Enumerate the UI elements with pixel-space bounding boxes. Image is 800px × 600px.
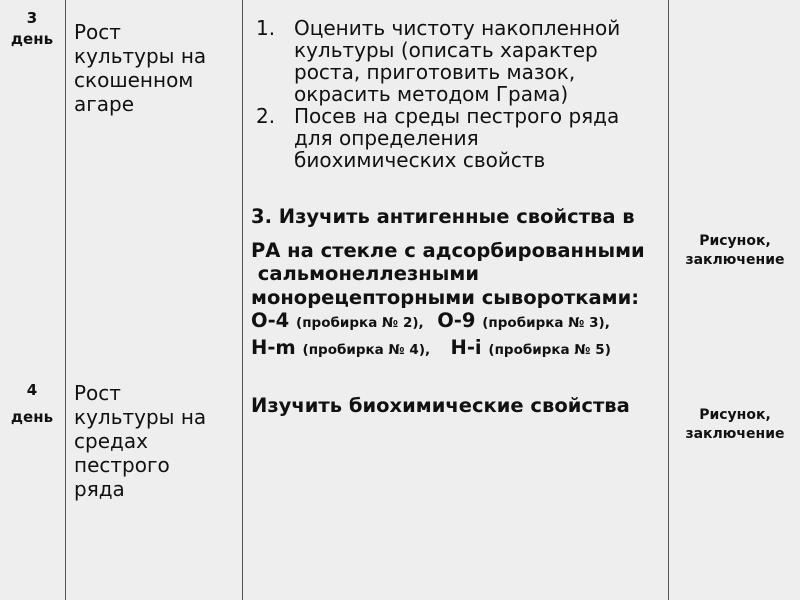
task-item-2 [248, 105, 668, 171]
topic-line: Рост [74, 20, 121, 44]
task-line: окрасить методом Грама) [294, 82, 569, 106]
tasks-cell [248, 17, 668, 171]
serum-name: О-4 [251, 309, 290, 332]
task-number: 1. [256, 16, 276, 40]
result-line: Рисунок, [699, 407, 771, 423]
task-line: РА на стекле с адсорбированными [251, 238, 645, 262]
column-divider-2 [242, 0, 243, 600]
task-line: роста, приготовить мазок, [294, 60, 576, 84]
tube-label: (пробирка № 2), [296, 315, 424, 331]
task-line: сальмонеллезными [251, 262, 479, 285]
day-number: 4 [26, 381, 38, 399]
result-line: заключение [685, 252, 785, 268]
task-line: 3. Изучить антигенные свойства в [251, 205, 635, 228]
serum-name: Н-i [450, 335, 482, 359]
task-item-3 [251, 205, 645, 362]
serum-name: О-9 [437, 309, 476, 332]
task-line: для определения [294, 126, 479, 150]
topic-line: скошенном [74, 68, 194, 92]
task-line: Посев на среды пестрого ряда [294, 104, 620, 128]
result-day-4 [670, 406, 800, 444]
day-4-cell [0, 380, 64, 428]
task-item-1 [248, 17, 668, 105]
topic-line: средах [74, 429, 148, 453]
topic-day-4 [74, 381, 234, 501]
topic-day-3 [74, 20, 234, 116]
tube-label: (пробирка № 4), [302, 341, 431, 358]
topic-line: культуры на [74, 405, 207, 429]
day-label: день [10, 408, 54, 426]
column-divider-3 [668, 0, 669, 600]
task-day-4 [251, 394, 630, 418]
topic-line: ряда [74, 477, 125, 501]
result-line: заключение [685, 426, 785, 442]
result-day-3 [670, 232, 800, 270]
task-line: монорецепторными сыворотками: [251, 285, 640, 309]
result-line: Рисунок, [699, 233, 771, 249]
tube-label: (пробирка № 5) [488, 341, 611, 358]
task-number: 2. [256, 104, 276, 128]
day-number: 3 [26, 9, 38, 27]
serum-name: Н-m [251, 335, 296, 359]
topic-line: культуры на [74, 44, 207, 68]
topic-line: агаре [74, 92, 135, 116]
day-3-cell [0, 8, 64, 50]
topic-line: пестрого [74, 453, 170, 477]
task-line: биохимических свойств [294, 148, 546, 172]
task-line: Оценить чистоту накопленной [294, 16, 621, 40]
sera-line-1 [251, 309, 645, 336]
sera-line-2 [251, 336, 645, 363]
column-divider-1 [65, 0, 66, 600]
day-label: день [10, 30, 54, 48]
task-line: культуры (описать характер [294, 38, 598, 62]
topic-line: Рост [74, 381, 121, 405]
task-line: Изучить биохимические свойства [251, 394, 630, 417]
tube-label: (пробирка № 3), [482, 315, 610, 331]
